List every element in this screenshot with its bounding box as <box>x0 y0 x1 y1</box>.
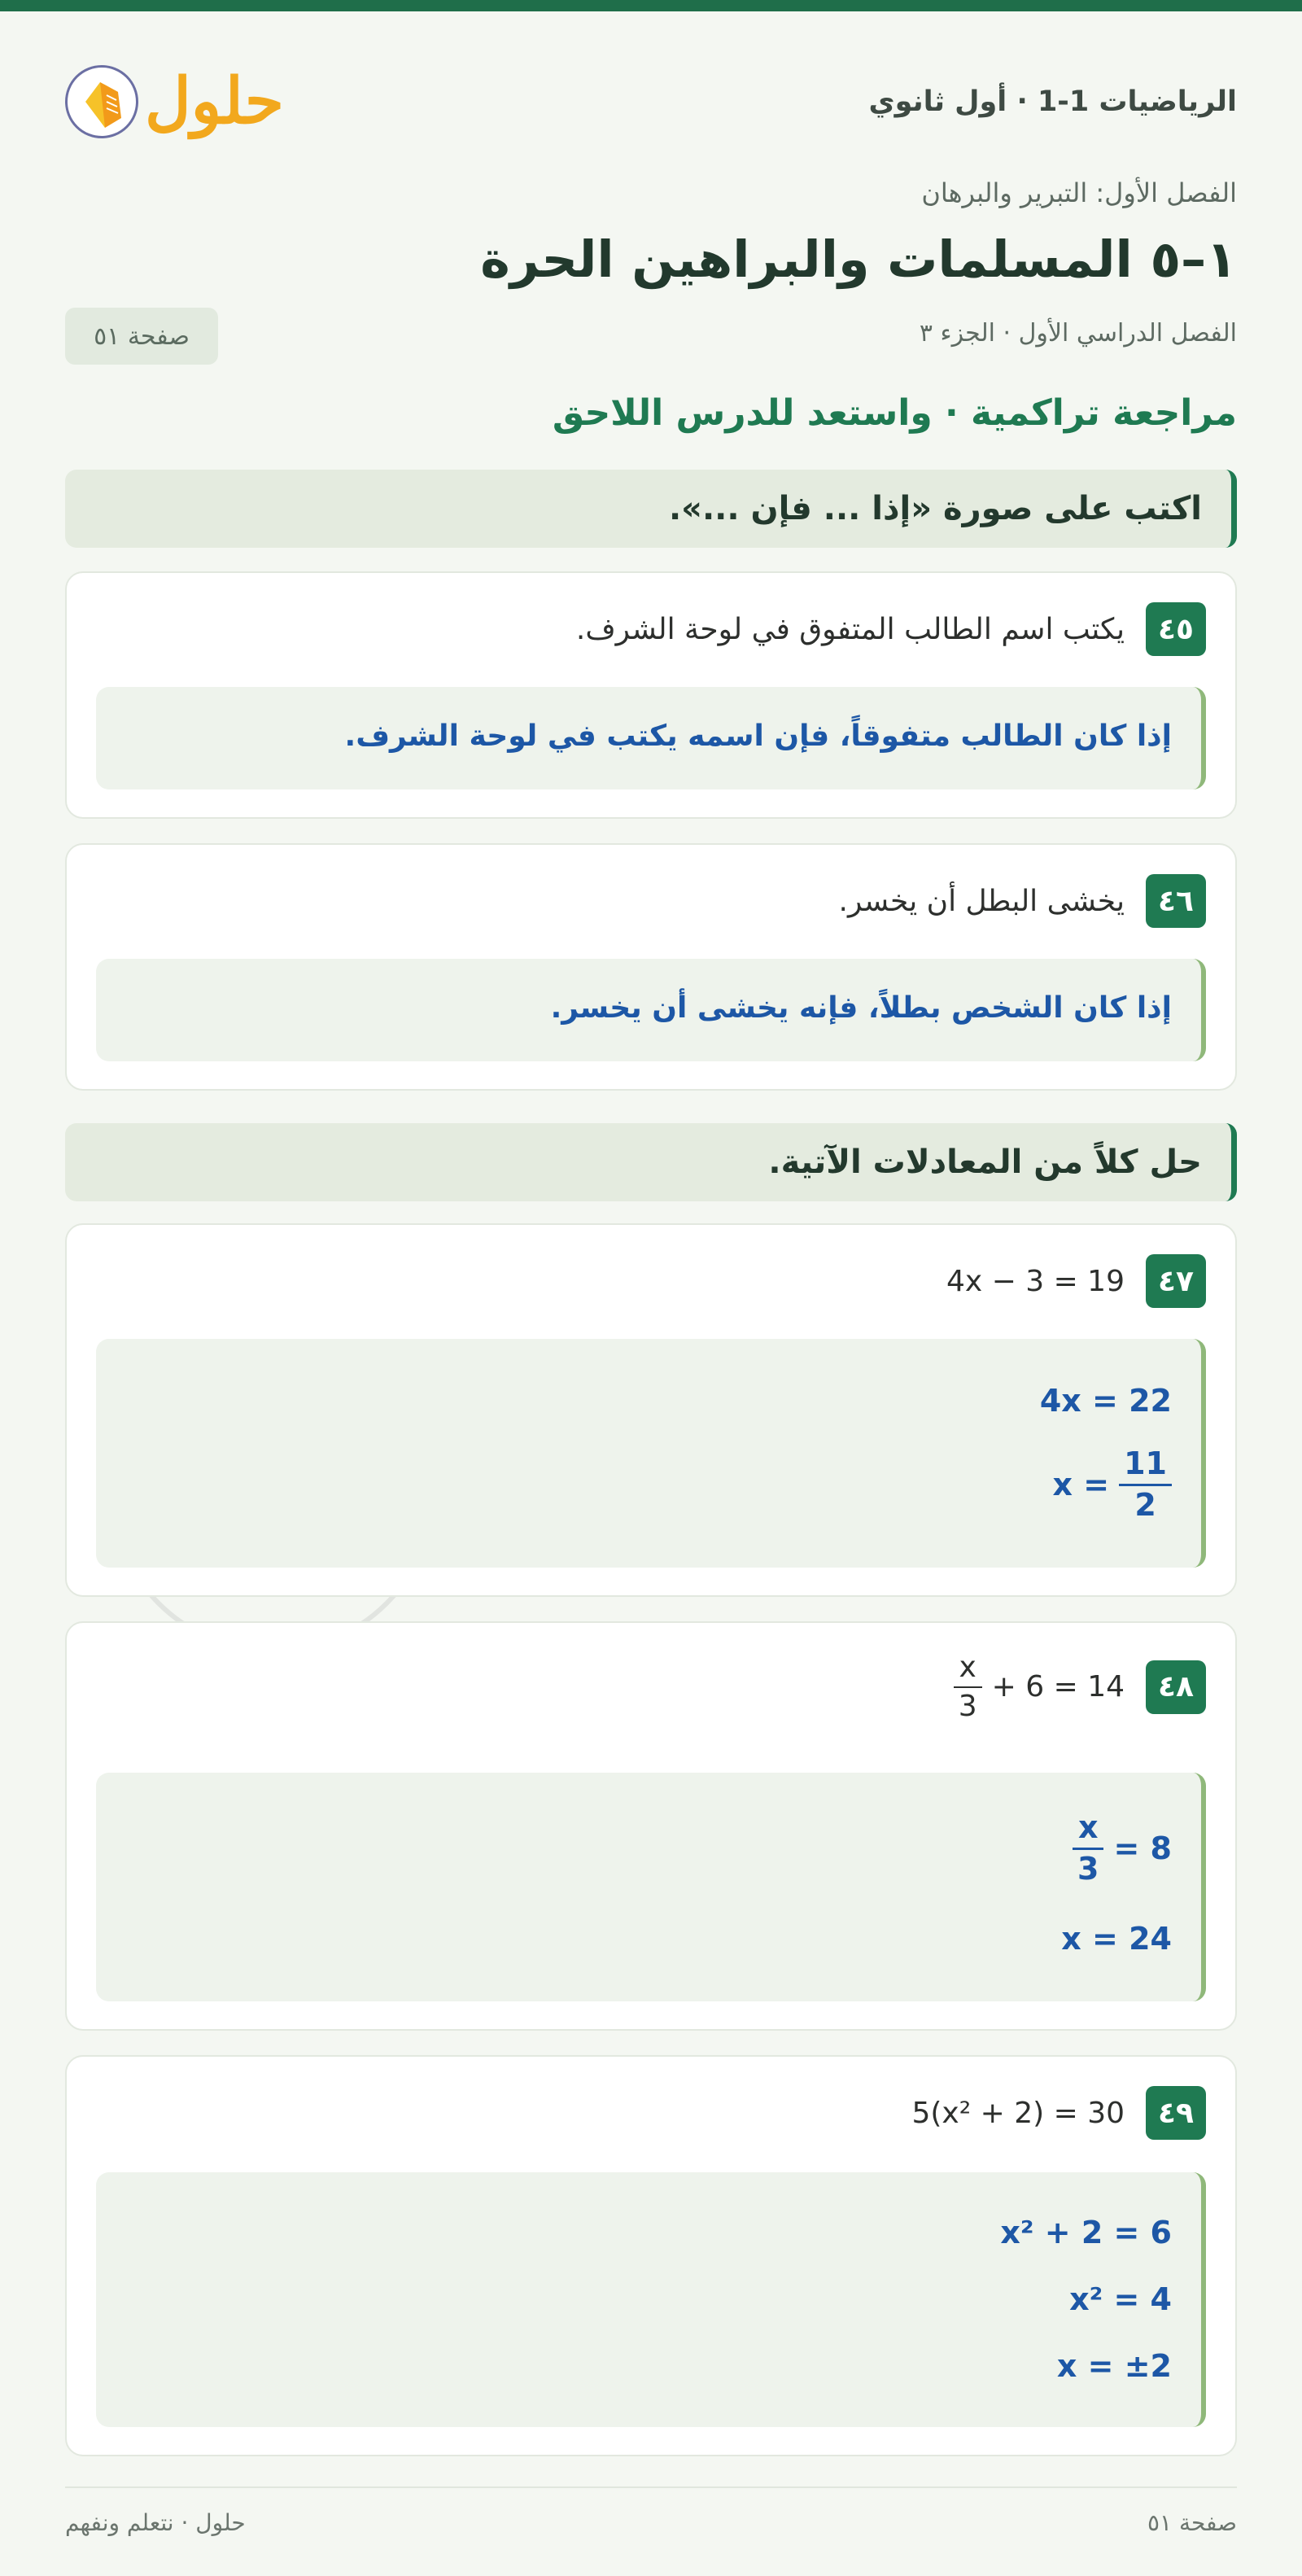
question-row <box>954 1652 1206 1722</box>
answer-box <box>96 959 1206 1061</box>
question-row <box>946 1254 1206 1308</box>
fraction-denominator: 3 <box>1073 1848 1103 1886</box>
step-rest: = 8 <box>1113 1830 1172 1867</box>
question-number: ٤٦ <box>1146 874 1206 928</box>
footer-divider <box>65 2486 1237 2488</box>
question-equation <box>954 1652 1125 1722</box>
solution-step-1 <box>1073 1809 1172 1887</box>
question-card-45 <box>65 571 1237 819</box>
question-number: ٤٧ <box>1146 1254 1206 1308</box>
question-card-48 <box>65 1621 1237 2031</box>
solution-result: x = ±2 <box>1056 2348 1172 2384</box>
fraction-numerator: x <box>959 1651 976 1684</box>
answer-box <box>96 687 1206 789</box>
question-number: ٤٨ <box>1146 1660 1206 1714</box>
section-heading-equations: حل كلاً من المعادلات الآتية. <box>65 1123 1237 1201</box>
equation-rest: + 6 = 14 <box>991 1670 1125 1704</box>
question-row <box>911 2086 1206 2140</box>
fraction-denominator: 2 <box>1119 1484 1172 1522</box>
fraction-denominator: 3 <box>954 1686 982 1722</box>
subject-label: الرياضيات 1-1 · أول ثانوي <box>868 85 1237 118</box>
step-fraction <box>1073 1809 1103 1887</box>
question-equation: 5(x² + 2) = 30 <box>911 2096 1125 2130</box>
question-card-47 <box>65 1223 1237 1597</box>
answer-text: إذا كان الشخص بطلاً، فإنه يخشى أن يخسر. <box>550 991 1172 1025</box>
question-number: ٤٩ <box>1146 2086 1206 2140</box>
solution-step-2: x² = 4 <box>1069 2281 1172 2317</box>
question-row <box>839 874 1206 928</box>
page-header <box>65 57 1237 147</box>
answer-box <box>96 2172 1206 2427</box>
question-card-46 <box>65 843 1237 1091</box>
equation-fraction <box>954 1652 982 1722</box>
question-row <box>576 602 1206 656</box>
fraction-numerator: x <box>1078 1809 1099 1845</box>
page-badge: صفحة ٥١ <box>65 308 218 365</box>
review-heading: مراجعة تراكمية · واستعد للدرس اللاحق <box>552 392 1237 434</box>
solution-step-1: 4x = 22 <box>1039 1383 1172 1419</box>
question-text: يكتب اسم الطالب المتفوق في لوحة الشرف. <box>575 612 1125 646</box>
question-card-49 <box>65 2055 1237 2456</box>
term-label: الفصل الدراسي الأول · الجزء ٣ <box>919 319 1237 348</box>
answer-text: إذا كان الطالب متفوقاً، فإن اسمه يكتب في لوحة الشرف. <box>344 719 1172 753</box>
solution-result <box>1052 1445 1172 1523</box>
fraction-numerator: 11 <box>1124 1445 1167 1481</box>
hulul-logo[interactable] <box>65 65 284 138</box>
question-text: يخشى البطل أن يخسر. <box>838 884 1125 918</box>
question-number: ٤٥ <box>1146 602 1206 656</box>
answer-box <box>96 1773 1206 2001</box>
lesson-title: ١–٥ المسلمات والبراهين الحرة <box>480 230 1237 289</box>
chapter-label: الفصل الأول: التبرير والبرهان <box>921 177 1237 208</box>
question-equation: 4x − 3 = 19 <box>946 1264 1125 1298</box>
solution-result: x = 24 <box>1061 1921 1172 1957</box>
section-heading-conditional: اكتب على صورة «إذا ... فإن ...». <box>65 470 1237 548</box>
result-lhs: x = <box>1052 1467 1110 1503</box>
footer-brand: حلول · نتعلم ونفهم <box>65 2509 246 2536</box>
top-accent-bar <box>0 0 1302 11</box>
result-fraction <box>1119 1445 1172 1523</box>
book-logo-icon <box>65 65 138 138</box>
answer-box <box>96 1339 1206 1568</box>
footer-page-number: صفحة ٥١ <box>1147 2509 1237 2536</box>
logo-wordmark: حلول <box>145 64 285 138</box>
solution-step-1: x² + 2 = 6 <box>1000 2215 1172 2250</box>
